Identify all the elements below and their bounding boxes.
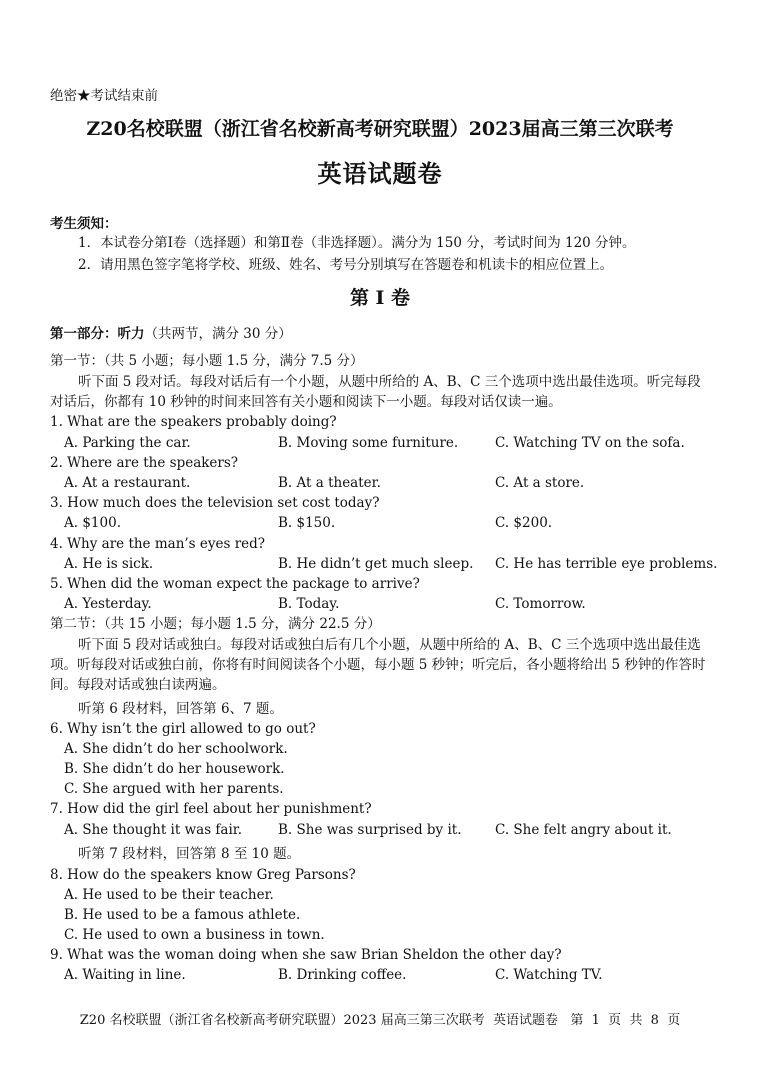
- section2-heading: 第二节：（共 15 小题；每小题 1.5 分，满分 22.5 分）: [50, 616, 381, 632]
- option-b: B. She was surprised by it.: [278, 822, 462, 838]
- subject-title: 英语试题卷: [317, 159, 443, 188]
- option-c: C. Watching TV.: [495, 967, 603, 983]
- notice-heading: 考生须知：: [50, 216, 118, 232]
- option-c: C. $200.: [495, 515, 553, 531]
- question-stem: 9. What was the woman doing when she saw Brian Sheldon the other day?: [50, 947, 562, 963]
- option-b: B. Today.: [278, 596, 340, 612]
- page-footer: Z20 名校联盟（浙江省名校新高考研究联盟）2023 届高三第三次联考 英语试题卷 第 1 页 共 8 页: [79, 1013, 681, 1028]
- option-c: C. He has terrible eye problems.: [495, 556, 718, 572]
- option-a: A. Yesterday.: [64, 596, 152, 612]
- option-c: C. At a store.: [495, 475, 585, 491]
- option-b: B. She didn’t do her housework.: [64, 761, 285, 777]
- material-7-note: 听第 7 段材料，回答第 8 至 10 题。: [78, 846, 301, 862]
- option-c: C. She argued with her parents.: [64, 781, 284, 797]
- question-stem: 3. How much does the television set cost today?: [50, 495, 380, 511]
- question-stem: 7. How did the girl feel about her punishment?: [50, 801, 372, 817]
- part1-heading: [50, 325, 292, 343]
- section1-instructions: 听下面 5 段对话。每段对话后有一个小题，从题中所给的 A、B、C 三个选项中选出最佳选项。听完每段对话后，你都有 10 秒钟的时间来回答有关小题和阅读下一小题。每段对话仅读一遍。: [50, 374, 701, 410]
- notice-item-1: 1．本试卷分第Ⅰ卷（选择题）和第Ⅱ卷（非选择题）。满分为 150 分，考试时间为 120 分钟。: [78, 235, 636, 251]
- option-c: C. Watching TV on the sofa.: [495, 435, 685, 451]
- material-6-note: 听第 6 段材料，回答第 6、7 题。: [78, 701, 283, 717]
- question-stem: 1. What are the speakers probably doing?: [50, 414, 337, 430]
- question-stem: 4. Why are the man’s eyes red?: [50, 536, 266, 552]
- volume-title: 第 I 卷: [349, 287, 411, 309]
- option-a: A. He is sick.: [64, 556, 154, 572]
- option-c: C. She felt angry about it.: [495, 822, 672, 838]
- part1-heading-rest: （共两节，满分 30 分）: [144, 326, 292, 342]
- question-stem: 6. Why isn’t the girl allowed to go out?: [50, 721, 316, 737]
- option-a: A. Waiting in line.: [64, 967, 186, 983]
- part1-heading-bold: 第一部分：听力: [50, 326, 145, 342]
- option-c: C. Tomorrow.: [495, 596, 586, 612]
- option-a: A. At a restaurant.: [64, 475, 191, 491]
- option-a: A. She thought it was fair.: [64, 822, 243, 838]
- option-b: B. Moving some furniture.: [278, 435, 459, 451]
- confidential-mark: 绝密★考试结束前: [50, 88, 158, 104]
- option-b: B. Drinking coffee.: [278, 967, 407, 983]
- question-stem: 8. How do the speakers know Greg Parsons?: [50, 867, 356, 883]
- option-b: B. He didn’t get much sleep.: [278, 556, 474, 572]
- exam-title: Z20名校联盟（浙江省名校新高考研究联盟）2023届高三第三次联考: [86, 118, 674, 140]
- option-a: A. She didn’t do her schoolwork.: [64, 741, 288, 757]
- option-a: A. Parking the car.: [64, 435, 191, 451]
- notice-item-2: 2．请用黑色签字笔将学校、班级、姓名、考号分别填写在答题卷和机读卡的相应位置上。: [78, 257, 614, 273]
- option-b: B. At a theater.: [278, 475, 381, 491]
- section1-heading: 第一节：（共 5 小题；每小题 1.5 分，满分 7.5 分）: [50, 353, 364, 369]
- option-a: A. He used to be their teacher.: [64, 887, 274, 903]
- option-a: A. $100.: [64, 515, 121, 531]
- option-b: B. $150.: [278, 515, 336, 531]
- section2-instructions: 听下面 5 段对话或独白。每段对话或独白后有几个小题，从题中所给的 A、B、C 三个选项中选出最佳选项。听每段对话或独白前，你将有时间阅读各个小题，每小题 5 秒钟；听完后，各小题将给出 5 秒钟的作答时间。每段对话或独白读两遍。: [50, 637, 706, 693]
- question-stem: 2. Where are the speakers?: [50, 455, 239, 471]
- question-stem: 5. When did the woman expect the package to arrive?: [50, 576, 420, 592]
- option-c: C. He used to own a business in town.: [64, 927, 325, 943]
- option-b: B. He used to be a famous athlete.: [64, 907, 301, 923]
